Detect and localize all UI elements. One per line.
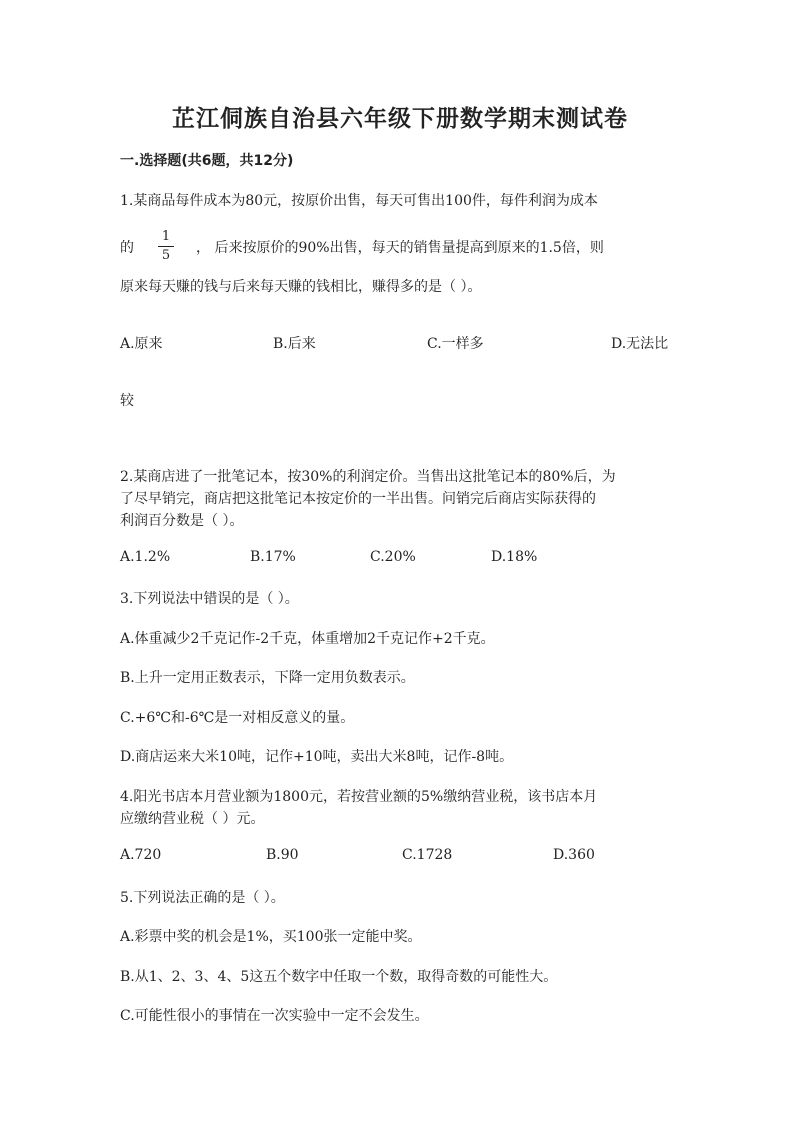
question-1-line-2: ， 后来按原价的90%出售，每天的销售量提高到原来的1.5倍，则 <box>196 240 604 256</box>
question-1-option-c[interactable]: C.一样多 <box>427 336 484 352</box>
question-1-option-d-wrap: 较 <box>120 393 134 409</box>
page-title: 芷江侗族自治县六年级下册数学期末测试卷 <box>172 106 628 132</box>
question-1-option-b[interactable]: B.后来 <box>273 336 316 352</box>
fraction-one-fifth <box>158 229 174 264</box>
question-1-line-3: 原来每天赚的钱与后来每天赚的钱相比，赚得多的是（ ）。 <box>120 279 482 295</box>
question-3-stem: 3.下列说法中错误的是（ ）。 <box>120 591 299 607</box>
question-2-option-c[interactable]: C.20% <box>370 549 416 565</box>
question-1-prefix: 的 <box>120 240 134 256</box>
question-2-option-a[interactable]: A.1.2% <box>120 549 171 565</box>
question-5-option-b[interactable]: B.从1、2、3、4、5这五个数字中任取一个数，取得奇数的可能性大。 <box>120 969 558 985</box>
question-4-option-a[interactable]: A.720 <box>120 847 162 863</box>
question-3-option-d[interactable]: D.商店运来大米10吨，记作+10吨，卖出大米8吨，记作-8吨。 <box>120 749 514 765</box>
question-1-line-1: 1.某商品每件成本为80元，按原价出售，每天可售出100件，每件利润为成本 <box>120 193 598 209</box>
question-4-option-d[interactable]: D.360 <box>553 847 595 863</box>
question-5-option-c[interactable]: C.可能性很小的事情在一次实验中一定不会发生。 <box>120 1008 429 1024</box>
question-1-option-a[interactable]: A.原来 <box>120 336 163 352</box>
question-3-option-b[interactable]: B.上升一定用正数表示，下降一定用负数表示。 <box>120 670 415 686</box>
question-2-line-3: 利润百分数是（ ）。 <box>120 513 244 529</box>
question-5-stem: 5.下列说法正确的是（ ）。 <box>120 890 285 906</box>
question-5-option-a[interactable]: A.彩票中奖的机会是1%，买100张一定能中奖。 <box>120 929 422 945</box>
question-4-option-b[interactable]: B.90 <box>266 847 299 863</box>
section-heading: 一.选择题(共6题，共12分) <box>120 153 294 169</box>
question-2-line-2: 了尽早销完，商店把这批笔记本按定价的一半出售。问销完后商店实际获得的 <box>120 491 596 507</box>
question-4-line-1: 4.阳光书店本月营业额为1800元，若按营业额的5%缴纳营业税，该书店本月 <box>120 789 598 805</box>
question-4-option-c[interactable]: C.1728 <box>402 847 453 863</box>
question-3-option-a[interactable]: A.体重减少2千克记作-2千克，体重增加2千克记作+2千克。 <box>120 631 495 647</box>
fraction-denominator: 5 <box>161 248 171 263</box>
question-2-option-d[interactable]: D.18% <box>491 549 538 565</box>
question-2-option-b[interactable]: B.17% <box>250 549 296 565</box>
fraction-numerator: 1 <box>158 229 174 247</box>
question-2-line-1: 2.某商店进了一批笔记本，按30%的利润定价。当售出这批笔记本的80%后，为 <box>120 469 616 485</box>
question-1-option-d[interactable]: D.无法比 <box>611 336 669 352</box>
question-3-option-c[interactable]: C.+6℃和-6℃是一对相反意义的量。 <box>120 710 355 726</box>
question-4-line-2: 应缴纳营业税（ ）元。 <box>120 811 265 827</box>
